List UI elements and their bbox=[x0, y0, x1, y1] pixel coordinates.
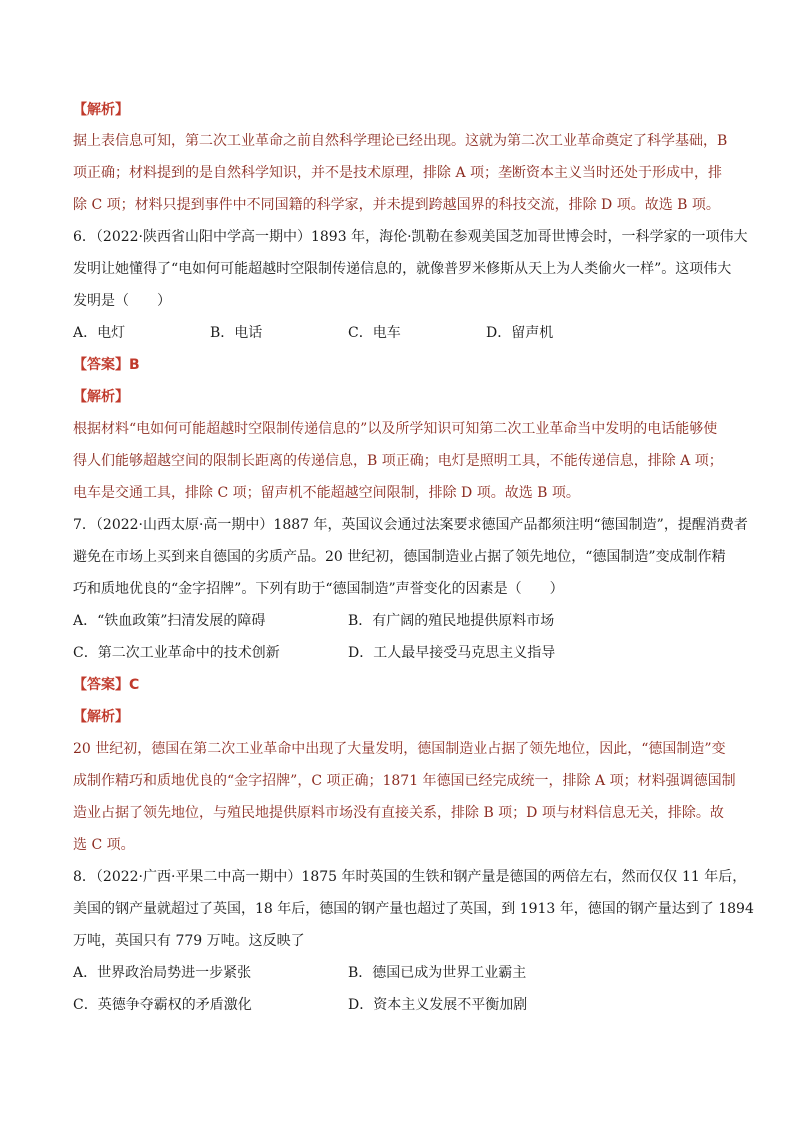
option-d: D．工人最早接受马克思主义指导 bbox=[348, 645, 556, 661]
question-6-text: 发明是（ ） bbox=[73, 293, 171, 309]
analysis-line: 20 世纪初，德国在第二次工业革命中出现了大量发明，德国制造业占据了领先地位，因此，“德国制造”变 bbox=[73, 741, 726, 757]
option-b: B．德国已成为世界工业霸主 bbox=[348, 965, 527, 981]
option-a: A．世界政治局势进一步紧张 bbox=[73, 965, 252, 981]
answer-label: 【答案】C bbox=[73, 677, 140, 693]
question-8-text: 8．（2022·广西·平果二中高一期中）1875 年时英国的生铁和钢产量是德国的两倍左右，然而仅仅 11 年后， bbox=[73, 869, 747, 885]
analysis-line: 电车是交通工具，排除 C 项；留声机不能超越空间限制，排除 D 项。故选 B 项。 bbox=[73, 485, 580, 501]
option-c: C．第二次工业革命中的技术创新 bbox=[73, 645, 280, 661]
analysis-line: 得人们能够超越空间的限制长距离的传递信息，B 项正确；电灯是照明工具，不能传递信息，排除 A 项； bbox=[73, 453, 723, 469]
option-a: A．电灯 bbox=[73, 325, 126, 341]
question-7-text: 巧和质地优良的“金字招牌”。下列有助于“德国制造”声誉变化的因素是（ ） bbox=[73, 581, 564, 597]
answer-label: 【答案】B bbox=[73, 357, 140, 373]
analysis-line: 选 C 项。 bbox=[73, 837, 135, 853]
analysis-label: 【解析】 bbox=[73, 709, 129, 725]
option-d: D．留声机 bbox=[486, 325, 554, 341]
analysis-line: 项正确；材料提到的是自然科学知识，并不是技术原理，排除 A 项；垄断资本主义当时还处于形成中，排 bbox=[73, 165, 723, 181]
analysis-line: 造业占据了领先地位，与殖民地提供原料市场没有直接关系，排除 B 项；D 项与材料信息无关，排除。故 bbox=[73, 805, 724, 821]
option-b: B．有广阔的殖民地提供原料市场 bbox=[348, 613, 555, 629]
analysis-line: 据上表信息可知，第二次工业革命之前自然科学理论已经出现。这就为第二次工业革命奠定了科学基础，B bbox=[73, 133, 728, 149]
analysis-line: 根据材料“电如何可能超越时空限制传递信息的”以及所学知识可知第二次工业革命当中发明的电话能够使 bbox=[73, 421, 718, 437]
analysis-label: 【解析】 bbox=[73, 389, 129, 405]
question-8-text: 美国的钢产量就超过了英国，18 年后，德国的钢产量也超过了英国，到 1913 年，德国的钢产量达到了 1894 bbox=[73, 901, 754, 917]
question-6-text: 发明让她懂得了“电如何可能超越时空限制传递信息的，就像普罗米修斯从天上为人类偷火一样”。这项伟大 bbox=[73, 261, 732, 277]
option-c: C．电车 bbox=[348, 325, 401, 341]
question-6-text: 6．（2022·陕西省山阳中学高一期中）1893 年，海伦·凯勒在参观美国芝加哥世博会时，一科学家的一项伟大 bbox=[73, 229, 748, 245]
analysis-line: 除 C 项；材料只提到事件中不同国籍的科学家，并未提到跨越国界的科技交流，排除 D 项。故选 B 项。 bbox=[73, 197, 720, 213]
option-c: C．英德争夺霸权的矛盾激化 bbox=[73, 997, 252, 1013]
option-b: B．电话 bbox=[210, 325, 263, 341]
question-7-text: 避免在市场上买到来自德国的劣质产品。20 世纪初，德国制造业占据了领先地位，“德国制造”变成制作精 bbox=[73, 549, 726, 565]
question-8-text: 万吨，英国只有 779 万吨。这反映了 bbox=[73, 933, 305, 949]
option-a: A．“铁血政策”扫清发展的障碍 bbox=[73, 613, 266, 629]
analysis-line: 成制作精巧和质地优良的“金字招牌”，C 项正确；1871 年德国已经完成统一，排除 A 项；材料强调德国制 bbox=[73, 773, 736, 789]
question-7-text: 7．（2022·山西太原·高一期中）1887 年，英国议会通过法案要求德国产品都须注明“德国制造”，提醒消费者 bbox=[73, 517, 748, 533]
option-d: D．资本主义发展不平衡加剧 bbox=[348, 997, 528, 1013]
analysis-label: 【解析】 bbox=[73, 102, 129, 118]
